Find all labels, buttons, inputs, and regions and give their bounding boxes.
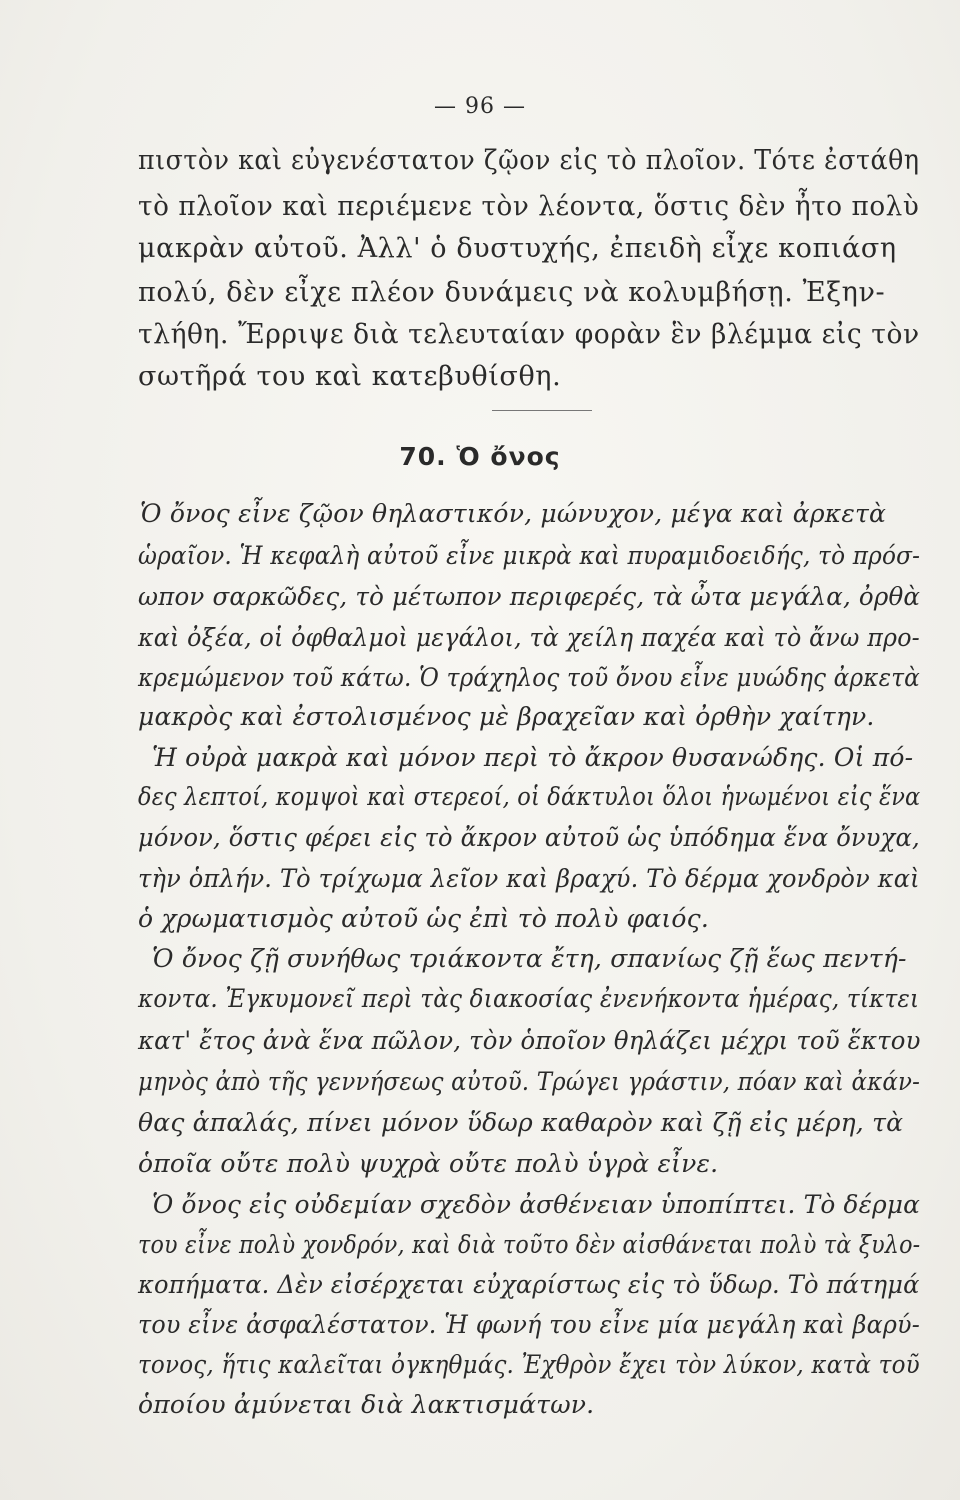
text-line: κοπήματα. Δὲν εἰσέρχεται εὐχαρίστως εἰς τὸ ὕδωρ. Τὸ πάτημά (138, 1270, 920, 1299)
text-line: Ὁ ὄνος εἰς οὐδεμίαν σχεδὸν ἀσθένειαν ὑποπίπτει. Τὸ δέρμα (152, 1190, 921, 1219)
text-line: τλήθη. Ἔρριψε διὰ τελευταίαν φορὰν ἓν βλέμμα εἰς τὸν (138, 319, 920, 350)
text-line: ὁ χρωματισμὸς αὐτοῦ ὡς ἐπὶ τὸ πολὺ φαιός. (138, 904, 710, 933)
text-line: μόνον, ὅστις φέρει εἰς τὸ ἄκρον αὐτοῦ ὡς ὑπόδημα ἕνα ὄνυχα, (138, 823, 920, 852)
text-line: ὁποῖα οὔτε πολὺ ψυχρὰ οὔτε πολὺ ὑγρὰ εἶνε. (138, 1149, 719, 1178)
text-line: κατ' ἔτος ἀνὰ ἕνα πῶλον, τὸν ὁποῖον θηλάζει μέχρι τοῦ ἕκτου (138, 1026, 921, 1055)
text-line: τὴν ὁπλήν. Τὸ τρίχωμα λεῖον καὶ βραχύ. Τὸ δέρμα χονδρὸν καὶ (138, 864, 920, 893)
text-line: καὶ ὀξέα, οἱ ὀφθαλμοὶ μεγάλοι, τὰ χείλη παχέα καὶ τὸ ἄνω προ- (138, 623, 920, 652)
text-line: τονος, ἥτις καλεῖται ὀγκηθμάς. Ἐχθρὸν ἔχει τὸν λύκον, κατὰ τοῦ (138, 1350, 920, 1379)
text-line: ωπον σαρκῶδες, τὸ μέτωπον περιφερές, τὰ ὦτα μεγάλα, ὀρθὰ (138, 582, 921, 611)
text-line: κοντα. Ἐγκυμονεῖ περὶ τὰς διακοσίας ἐνενήκοντα ἡμέρας, τίκτει (138, 984, 920, 1013)
text-line: μακρὰν αὐτοῦ. Ἀλλ' ὁ δυστυχής, ἐπειδὴ εἶχε κοπιάση (138, 233, 897, 264)
text-line: ὡραῖον. Ἡ κεφαλὴ αὐτοῦ εἶνε μικρὰ καὶ πυραμιδοειδής, τὸ πρόσ- (138, 541, 921, 570)
text-line: θας ἁπαλάς, πίνει μόνον ὕδωρ καθαρὸν καὶ ζῇ εἰς μέρη, τὰ (138, 1108, 904, 1137)
text-line: ὁποίου ἀμύνεται διὰ λακτισμάτων. (138, 1390, 595, 1419)
text-line: του εἶνε πολὺ χονδρόν, καὶ διὰ τοῦτο δὲν αἰσθάνεται πολὺ τὰ ξυλο- (138, 1230, 921, 1259)
text-line: πιστὸν καὶ εὐγενέστατον ζῷον εἰς τὸ πλοῖον. Τότε ἐστάθη (138, 145, 920, 176)
section-divider (492, 410, 592, 411)
text-line: μακρὸς καὶ ἐστολισμένος μὲ βραχεῖαν καὶ ὀρθὴν χαίτην. (138, 702, 875, 731)
text-line: του εἶνε ἀσφαλέστατον. Ἡ φωνή του εἶνε μία μεγάλη καὶ βαρύ- (138, 1310, 920, 1339)
text-line: μηνὸς ἀπὸ τῆς γεννήσεως αὐτοῦ. Τρώγει γράστιν, πόαν καὶ ἀκάν- (138, 1067, 921, 1096)
section-title: 70. Ὁ ὄνος (399, 442, 561, 471)
text-line: κρεμώμενον τοῦ κάτω. Ὁ τράχηλος τοῦ ὄνου εἶνε μυώδης ἀρκετὰ (138, 663, 920, 692)
text-line: πολύ, δὲν εἶχε πλέον δυνάμεις νὰ κολυμβήσῃ. Ἐξην- (138, 277, 886, 308)
text-line: Ἡ οὐρὰ μακρὰ καὶ μόνον περὶ τὸ ἄκρον θυσανώδης. Οἱ πό- (152, 743, 914, 772)
text-line: δες λεπτοί, κομψοὶ καὶ στερεοί, οἱ δάκτυλοι ὅλοι ἡνωμένοι εἰς ἕνα (138, 782, 921, 811)
page-number: — 96 — (434, 94, 526, 119)
text-line: σωτῆρά του καὶ κατεβυθίσθη. (138, 361, 562, 392)
text-line: Ὁ ὄνος εἶνε ζῷον θηλαστικόν, μώνυχον, μέγα καὶ ἀρκετὰ (140, 499, 887, 528)
text-line: τὸ πλοῖον καὶ περιέμενε τὸν λέοντα, ὅστις δὲν ἦτο πολὺ (138, 191, 920, 222)
text-line: Ὁ ὄνος ζῇ συνήθως τριάκοντα ἔτη, σπανίως ζῇ ἕως πεντή- (152, 944, 907, 973)
